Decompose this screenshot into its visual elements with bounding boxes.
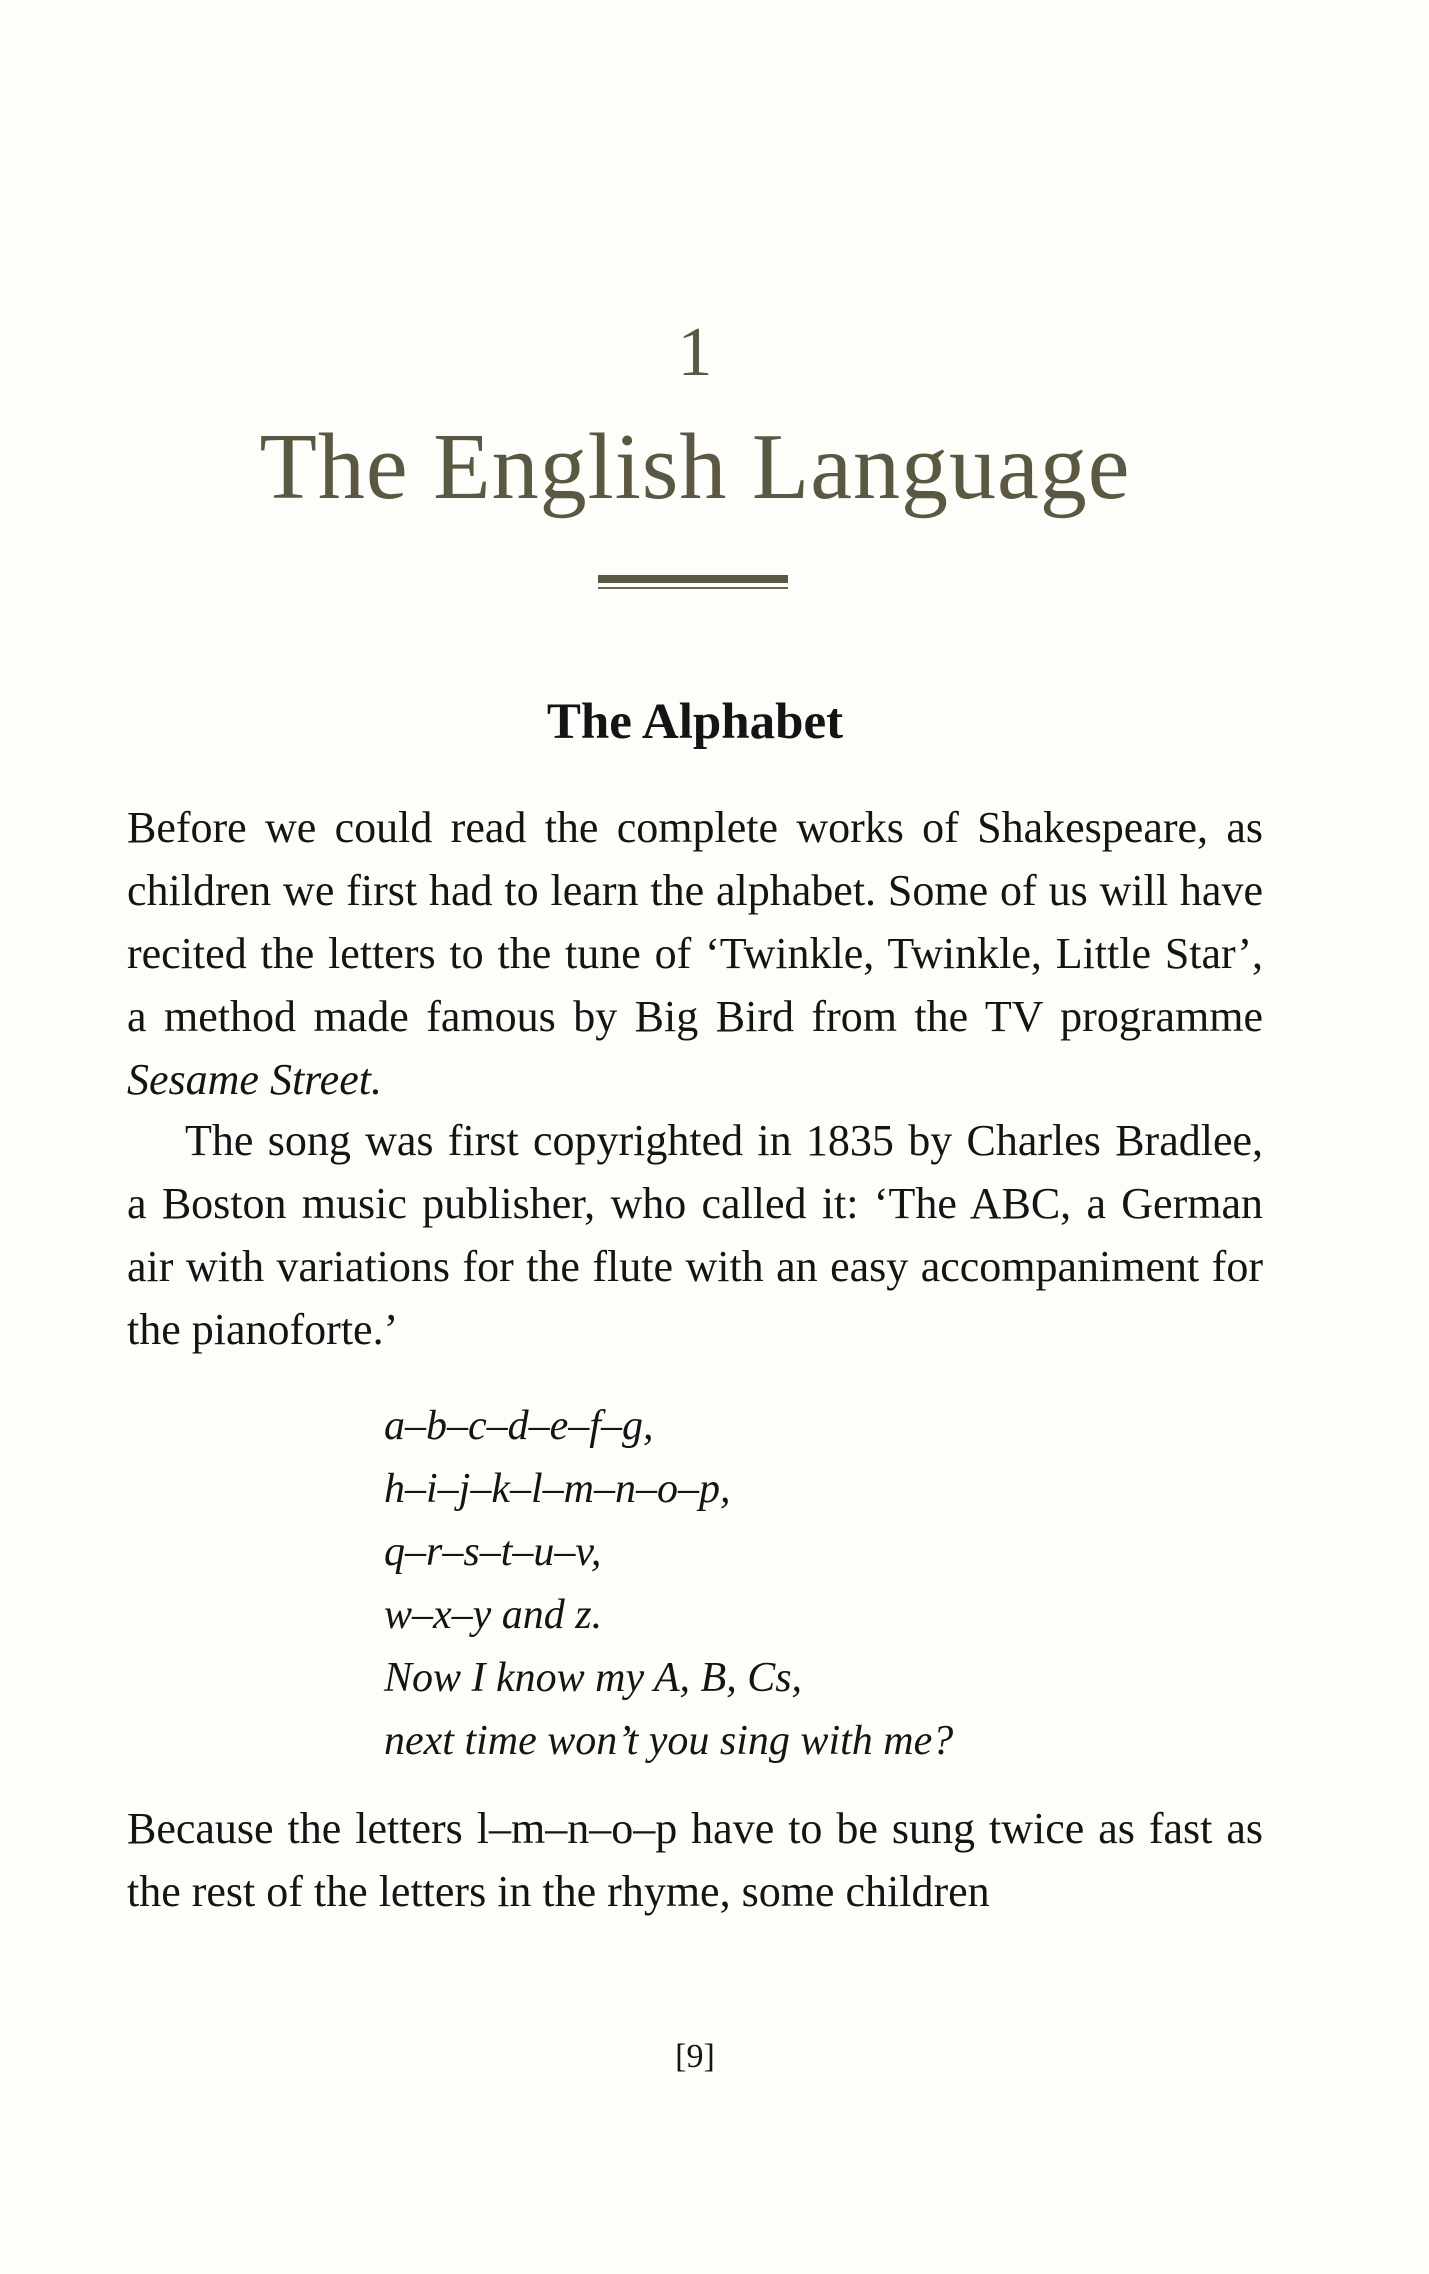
paragraph-1-text: Before we could read the complete works of Shakespeare, as children we first had to learn the alphabet. Some of us will have recited the letters to the tune of ‘Twinkle, Twinkle, Little Star’, a method made famous by Big Bird from the TV programme xyxy=(127,803,1263,1041)
alphabet-song xyxy=(384,1395,953,1773)
poem-line: w–x–y and z. xyxy=(384,1592,603,1638)
paragraph-2: The song was first copyrighted in 1835 by Charles Bradlee, a Boston music publisher, who called it: ‘The ABC, a German air with variations for the flute with an easy accompaniment for the pianoforte.’ xyxy=(127,1116,1263,1354)
poem-line: Now I know my A, B, Cs, xyxy=(384,1655,803,1701)
paragraph-1-italic: Sesame Street. xyxy=(127,1055,382,1104)
paragraph-1 xyxy=(127,796,1263,1111)
rule-thin-line xyxy=(598,587,788,589)
chapter-title: The English Language xyxy=(259,415,1131,519)
section-heading: The Alphabet xyxy=(546,694,844,750)
poem-line: a–b–c–d–e–f–g, xyxy=(384,1403,654,1449)
poem-line: h–i–j–k–l–m–n–o–p, xyxy=(384,1466,731,1512)
chapter-number: 1 xyxy=(677,314,713,391)
paragraph-3: Because the letters l–m–n–o–p have to be sung twice as fast as the rest of the letters in the rhyme, some children xyxy=(127,1804,1263,1916)
decorative-rule xyxy=(598,575,788,589)
poem-line: next time won’t you sing with me? xyxy=(384,1718,954,1764)
poem-line: q–r–s–t–u–v, xyxy=(384,1529,602,1575)
page-number: [9] xyxy=(675,2038,715,2075)
rule-thick-line xyxy=(598,575,788,583)
